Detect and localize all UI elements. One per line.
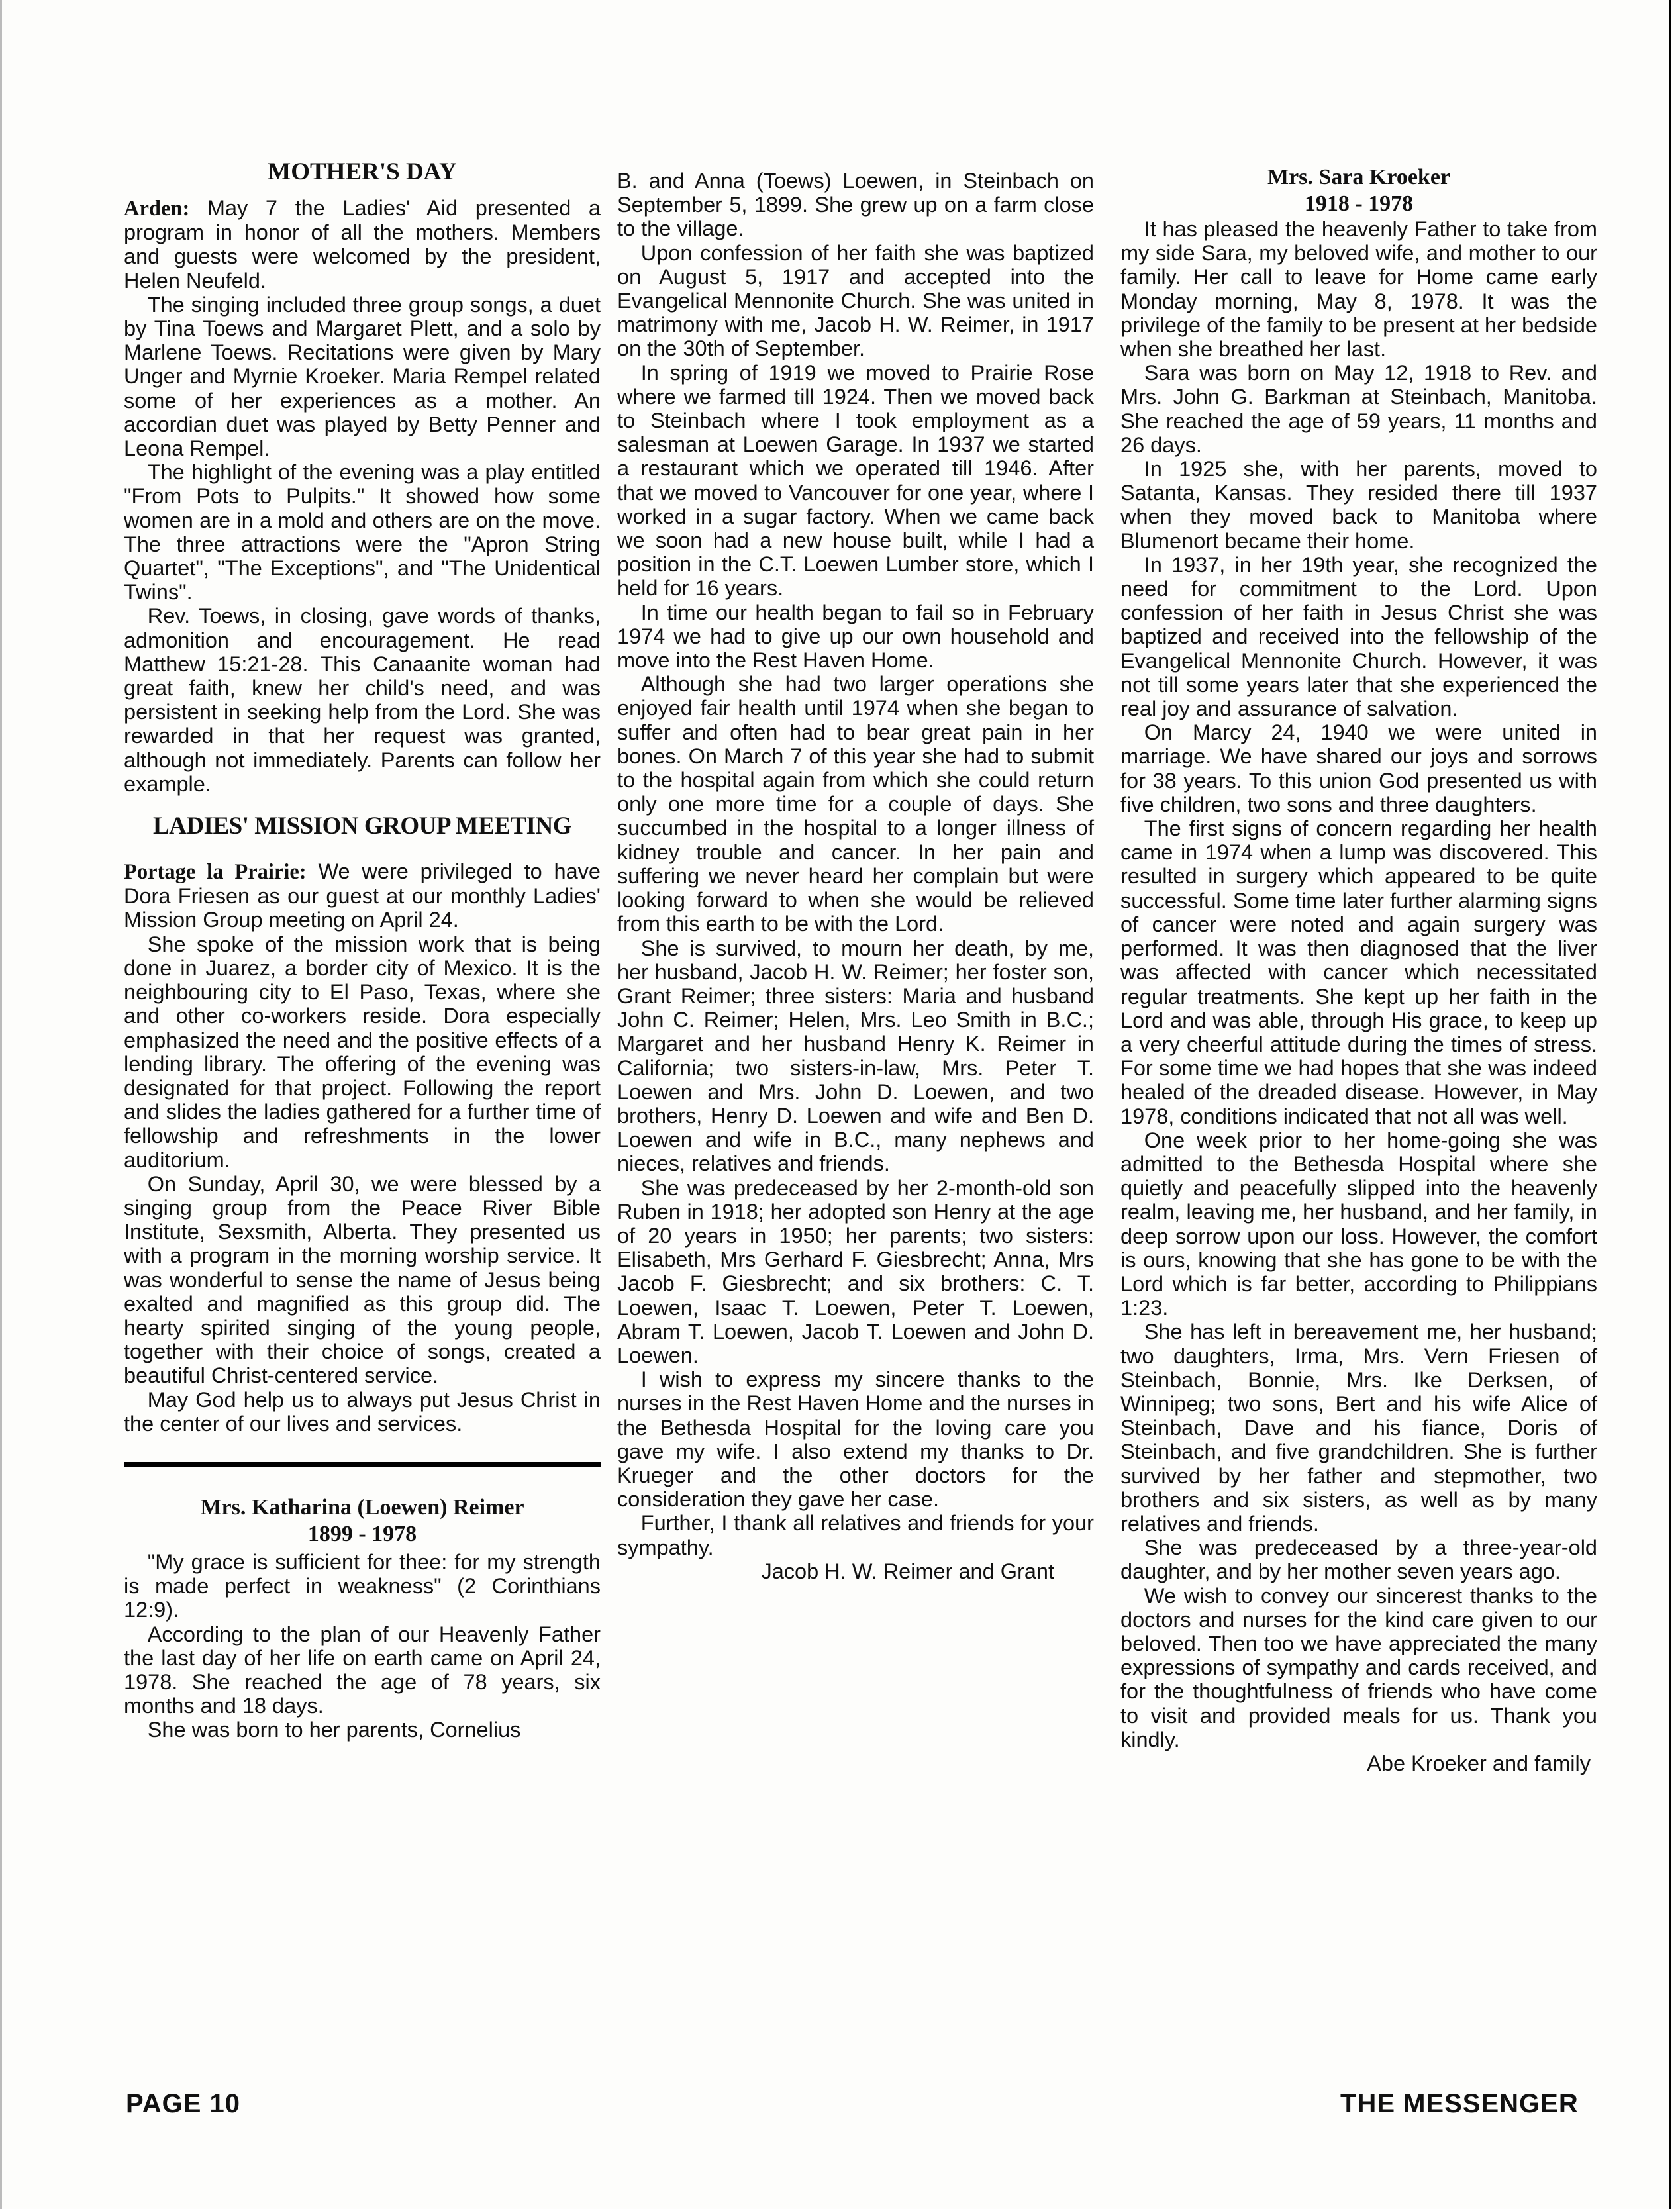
mission-group-heading: LADIES' MISSION GROUP MEETING [152,812,572,840]
section-divider [124,1462,601,1467]
reimer-signature: Jacob H. W. Reimer and Grant [761,1559,1054,1583]
column-1 [124,159,601,1742]
column-3 [1120,166,1597,1775]
page-number: PAGE 10 [126,2089,240,2118]
mothers-day-paragraph-1: Arden: May 7 the Ladies' Aid presented a program in honor of all the mothers. Members and guests were welcomed by the president, Helen Neufeld. [124,196,601,293]
kroeker-paragraph-7: One week prior to her home-going she was admitted to the Bethesda Hospital where she quietly and peacefully slipped into the heavenly realm, leaving me, her husband, and her family, in deep sorrow upon our loss. However, the comfort is ours, knowing that she has gone to be with the Lord which is far better, according to Philippians 1:23. [1120,1128,1597,1320]
article-kroeker-obituary [1120,166,1597,1775]
kroeker-paragraph-1: It has pleased the heavenly Father to take from my side Sara, my beloved wife, and mother to our family. Her call to leave for Home came early Monday morning, May 8, 1978. It was the privilege of the family to be present at her bedside when she breathed her last. [1120,217,1597,362]
kroeker-years: 1918 - 1978 [1304,191,1414,216]
kroeker-paragraph-6: The first signs of concern regarding her health came in 1974 when a lump was discovered. This resulted in surgery which appeared to be quite successful. Some time later further alarming signs of cancer were noted and again surgery was performed. It was then diagnosed that the liver was affected with cancer which necessitated regular treatments. She kept up her faith in the Lord and was able, through His grace, to keep up a very cheerful attitude during the times of stress. For some time we had hopes that she was indeed healed of the dreaded disease. However, in May 1978, conditions indicated that not all was well. [1120,816,1597,1128]
mothers-day-paragraph-3: The highlight of the evening was a play entitled "From Pots to Pulpits." It showed how some women are in a mold and others are on the move. The three attractions were the "Apron String Quartet", "The Exceptions", and "The Unidentical Twins". [124,460,601,605]
reimer-paragraph-11: Further, I thank all relatives and friends for your sympathy. [617,1511,1094,1559]
article-reimer-continued [617,169,1094,1583]
kroeker-paragraph-4: In 1937, in her 19th year, she recognized the need for commitment to the Lord. Upon confession of her faith in Jesus Christ she was baptized and received into the fellowship of the Evangelical Mennonite Church. However, it was not till some years later that she experienced the real joy and assurance of salvation. [1120,552,1597,721]
mothers-day-dateline: Arden: [124,197,190,221]
reimer-paragraph-6: In time our health began to fail so in February 1974 we had to give up our own household and move into the Rest Haven Home. [617,600,1094,673]
reimer-paragraph-10: I wish to express my sincere thanks to the nurses in the Rest Haven Home and the nurses in the Bethesda Hospital for the loving care you gave my wife. I also extend my thanks to Dr. Krueger and the other doctors for the consideration they gave her case. [617,1367,1094,1512]
mission-group-paragraph-4: May God help us to always put Jesus Christ in the center of our lives and services. [124,1387,601,1436]
mothers-day-paragraph-2: The singing included three group songs, a duet by Tina Toews and Margaret Plett, and a solo by Marlene Toews. Recitations were given by Mary Unger and Myrnie Kroeker. Maria Rempel related some of her experiences as a mother. An accordian duet was played by Betty Penner and Leona Rempel. [124,292,601,461]
reimer-heading: Mrs. Katharina (Loewen) Reimer [200,1495,524,1520]
kroeker-paragraph-3: In 1925 she, with her parents, moved to Satanta, Kansas. They resided there till 1937 when they moved back to Manitoba where Blumenort became their home. [1120,457,1597,553]
mission-group-paragraph-3: On Sunday, April 30, we were blessed by a singing group from the Peace River Bible Institute, Sexsmith, Alberta. They presented us with a program in the morning worship service. It was wonderful to sense the name of Jesus being exalted and magnified as this group did. The hearty spirited singing of the young people, together with their choice of songs, created a beautiful Christ-centered service. [124,1171,601,1388]
reimer-paragraph-5: In spring of 1919 we moved to Prairie Rose where we farmed till 1924. Then we moved back to Steinbach where I took employment as a salesman at Loewen Garage. In 1937 we started a restaurant which we operated till 1946. After that we moved to Vancouver for one year, where I worked in a sugar factory. When we came back we soon had a new house built, while I had a position in the C.T. Loewen Lumber store, which I held for 16 years. [617,360,1094,601]
kroeker-paragraph-10: We wish to convey our sincerest thanks to the doctors and nurses for the kind care given to our beloved. Then too we have appreciated the many expressions of sympathy and cards received, and for the thoughtfulness of friends who have come to visit and provided meals for us. Thank you kindly. [1120,1583,1597,1751]
article-mission-group [124,813,601,1436]
reimer-paragraph-7: Although she had two larger operations she enjoyed fair health until 1974 when she began to suffer and often had to bear great pain in her bones. On March 7 of this year she had to submit to the hospital again from which she could return only one more time for a couple of days. She succumbed in the hospital to a longer illness of kidney trouble and cancer. In her pain and suffering we never heard her complain but were looking forward to when she would be relieved from this earth to be with the Lord. [617,672,1094,936]
mothers-day-heading: MOTHER'S DAY [268,158,457,185]
reimer-paragraph-3-continued: B. and Anna (Toews) Loewen, in Steinbach on September 5, 1899. She grew up on a farm close to the village. [617,169,1094,241]
reimer-years: 1899 - 1978 [307,1521,417,1546]
mission-group-paragraph-2: She spoke of the mission work that is being done in Juarez, a border city of Mexico. It is the neighbouring city to El Paso, Texas, where she and other co-workers reside. Dora especially emphasized the need and the positive effects of a lending library. The offering of the evening was designated for that project. Following the report and slides the ladies gathered for a further time of fellowship and refreshments in the lower auditorium. [124,932,601,1172]
page-edge-left [0,0,2,2209]
kroeker-signature: Abe Kroeker and family [1367,1751,1591,1775]
reimer-paragraph-8: She is survived, to mourn her death, by me, her husband, Jacob H. W. Reimer; her foster son, Grant Reimer; three sisters: Maria and husband John C. Reimer; Helen, Mrs. Leo Smith in B.C.; Margaret and her husband Henry K. Reimer in California; two sisters-in-law, Mrs. Peter T. Loewen and Mrs. John D. Loewen, and two brothers, Henry D. Loewen and wife and Ben D. Loewen and wife in B.C., many nephews and nieces, relatives and friends. [617,936,1094,1176]
kroeker-paragraph-2: Sara was born on May 12, 1918 to Rev. and Mrs. John G. Barkman at Steinbach, Manitoba. She reached the age of 59 years, 11 months and 26 days. [1120,361,1597,457]
column-2 [617,169,1094,1583]
article-mothers-day [124,159,601,796]
mothers-day-paragraph-4: Rev. Toews, in closing, gave words of thanks, admonition and encouragement. He read Matthew 15:21-28. This Canaanite woman had great faith, knew her child's need, and was persistent in seeking help from the Lord. She was rewarded in that her request was granted, although not immediately. Parents can follow her example. [124,604,601,796]
publication-name: THE MESSENGER [1340,2089,1579,2118]
kroeker-paragraph-8: She has left in bereavement me, her husband; two daughters, Irma, Mrs. Vern Friesen of Steinbach, Bonnie, Mrs. Ike Derksen, of Winnipeg; two sons, Bert and his wife Alice of Steinbach, Dave and his fiance, Doris of Steinbach, and five grandchildren. She is further survived by her father and stepmother, two brothers and six sisters, as well as by many relatives and friends. [1120,1320,1597,1536]
reimer-paragraph-1: "My grace is sufficient for thee: for my strength is made perfect in weakness" (2 Corinthians 12:9). [124,1549,601,1622]
kroeker-paragraph-5: On Marcy 24, 1940 we were united in marriage. We have shared our joys and sorrows for 38 years. To this union God presented us with five children, two sons and three daughters. [1120,720,1597,816]
kroeker-heading: Mrs. Sara Kroeker [1267,165,1451,189]
mission-group-dateline: Portage la Prairie: [124,860,307,885]
reimer-paragraph-4: Upon confession of her faith she was baptized on August 5, 1917 and accepted into the Evangelical Mennonite Church. She was united in matrimony with me, Jacob H. W. Reimer, in 1917 on the 30th of September. [617,240,1094,361]
reimer-paragraph-9: She was predeceased by her 2-month-old son Ruben in 1918; her adopted son Henry at the age of 20 years in 1950; her parents; two sisters: Elisabeth, Mrs Gerhard F. Giesbrecht; Anna, Mrs Jacob F. Giesbrecht; and six brothers: C. T. Loewen, Isaac T. Loewen, Peter T. Loewen, Abram T. Loewen, Jacob T. Loewen and John D. Loewen. [617,1175,1094,1367]
kroeker-paragraph-9: She was predeceased by a three-year-old daughter, and by her mother seven years ago. [1120,1536,1597,1584]
article-reimer-obituary [124,1496,601,1742]
mission-group-paragraph-1: Portage la Prairie: We were privileged to have Dora Friesen as our guest at our monthly Ladies' Mission Group meeting on April 24. [124,859,601,932]
page-edge-right [1669,0,1671,2209]
reimer-paragraph-3: She was born to her parents, Cornelius [147,1718,521,1742]
reimer-paragraph-2: According to the plan of our Heavenly Father the last day of her life on earth came on April 24, 1978. She reached the age of 78 years, six months and 18 days. [124,1622,601,1718]
